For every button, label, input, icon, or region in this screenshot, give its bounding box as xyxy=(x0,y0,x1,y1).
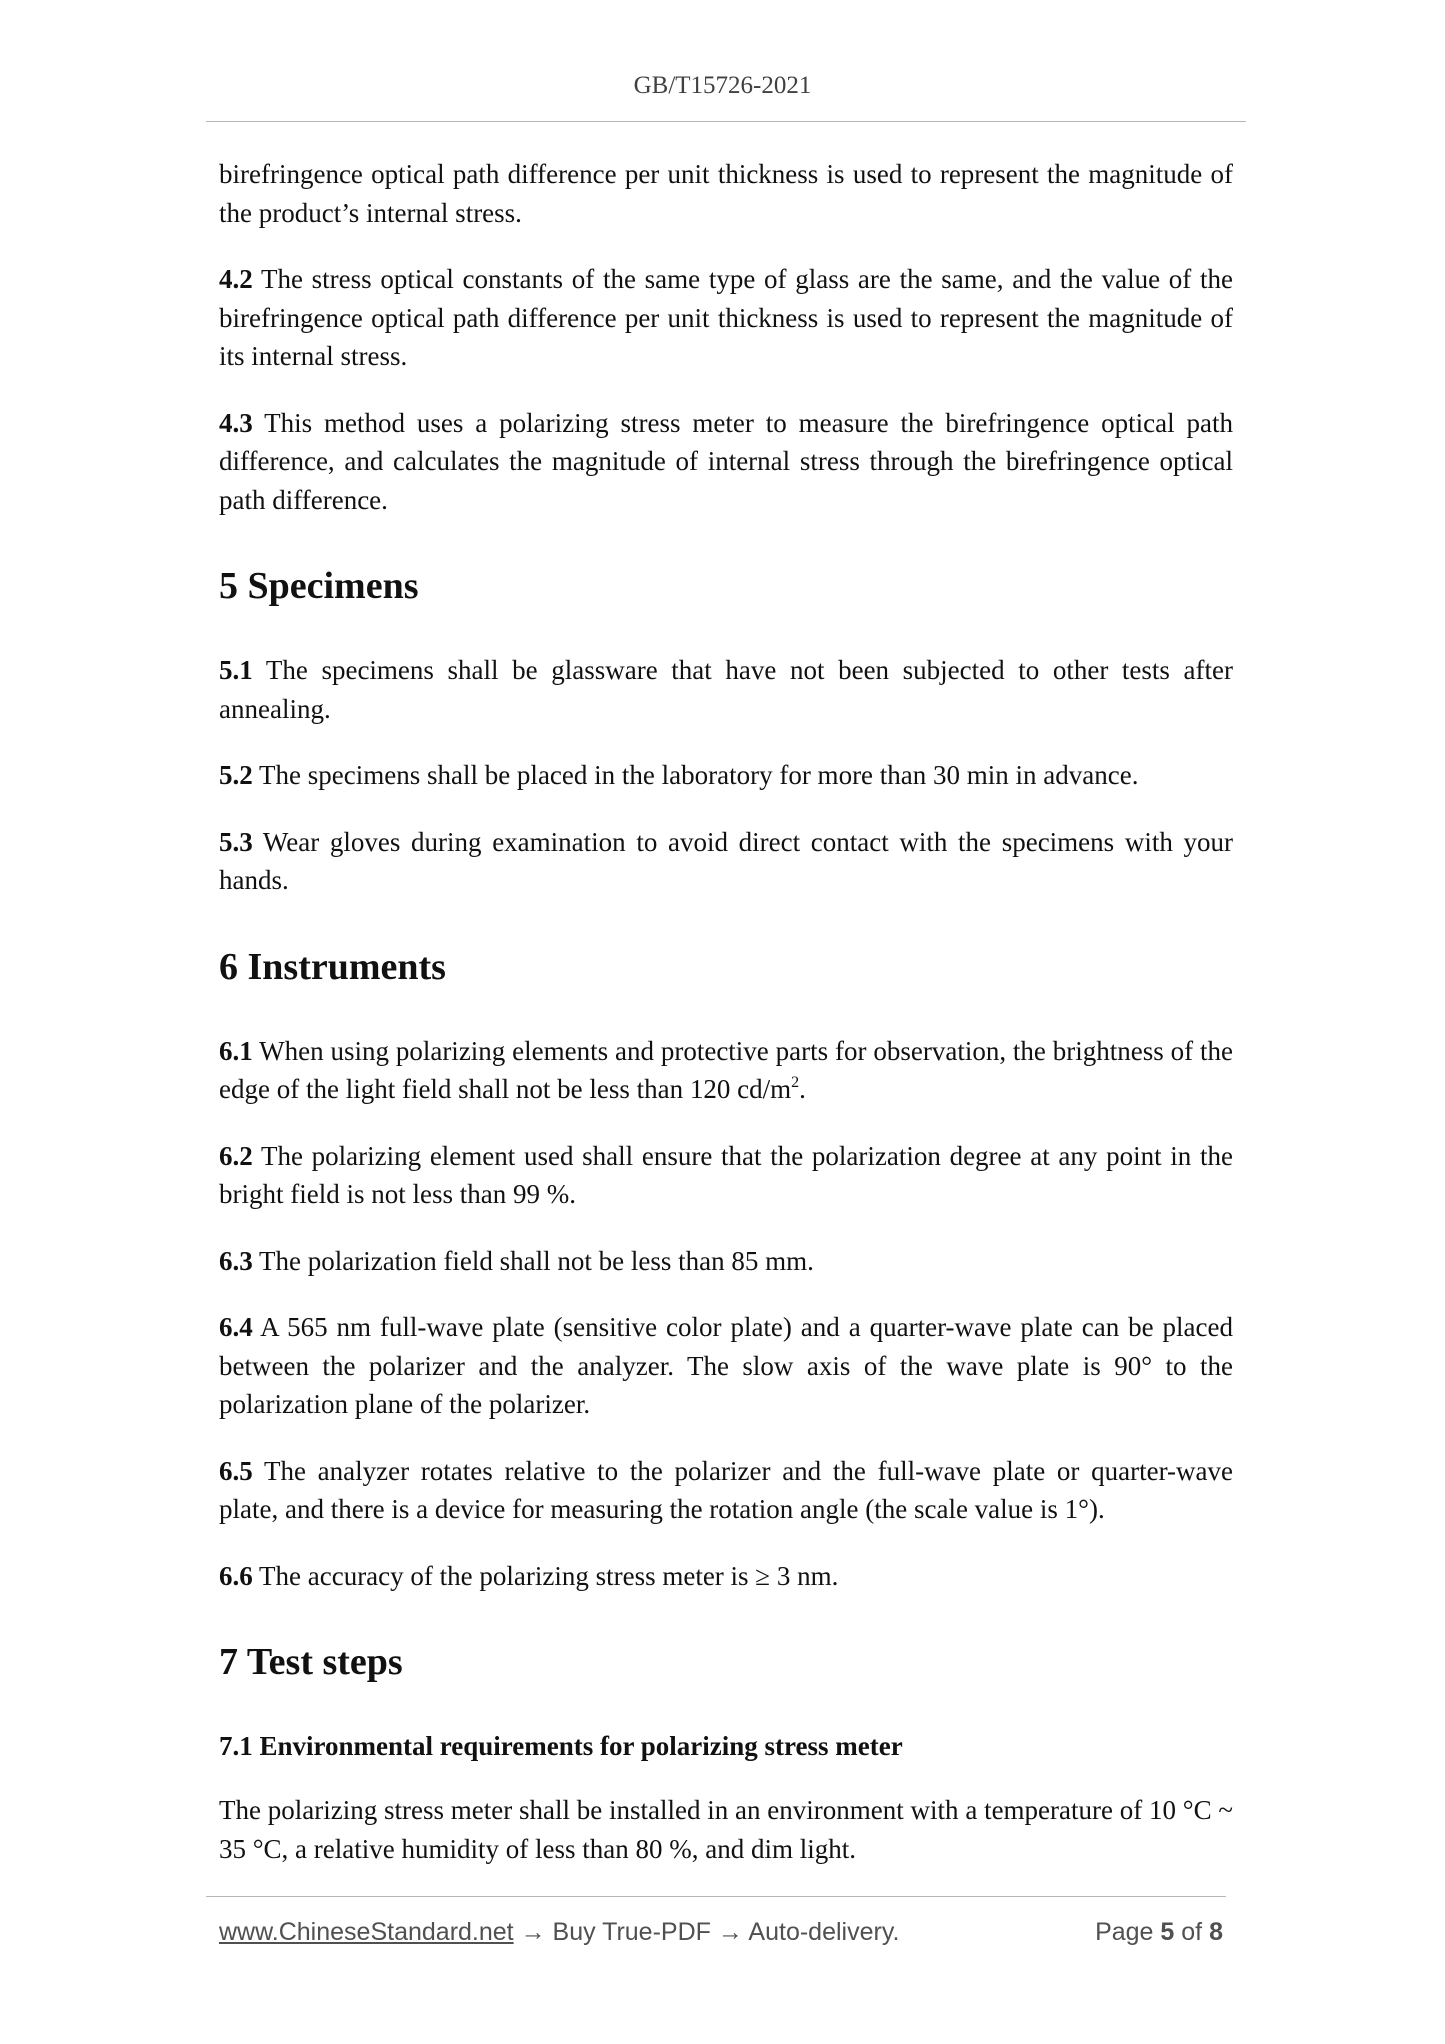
total-pages-number: 8 xyxy=(1209,1918,1223,1946)
subsection-heading-7-1: 7.1 Environmental requirements for polarizing stress meter xyxy=(219,1731,903,1761)
page-label: Page xyxy=(1095,1918,1154,1946)
paragraph-7-1: The polarizing stress meter shall be installed in an environment with a temperature of 10 °C ~ 35 °C, a relative humidity of less than 80 %, and dim light. xyxy=(219,1795,1233,1864)
clause-6-4: 6.4 A 565 nm full-wave plate (sensitive color plate) and a quarter-wave plate can be placed between the polarizer and the analyzer. The slow axis of the wave plate is 90° to the polarization plane of the polarizer. xyxy=(219,1312,1233,1419)
page-indicator xyxy=(1095,1918,1223,1947)
of-label: of xyxy=(1181,1918,1203,1946)
page-header xyxy=(0,72,1445,100)
clause-5-1: 5.1 The specimens shall be glassware that have not been subjected to other tests after annealing. xyxy=(219,655,1233,724)
document-code: GB/T15726-2021 xyxy=(633,72,812,99)
clause-6-2: 6.2 The polarizing element used shall ensure that the polarization degree at any point in the bright field is not less than 99 %. xyxy=(219,1140,1233,1209)
section-heading-instruments: 6 Instruments xyxy=(219,945,446,988)
current-page-number: 5 xyxy=(1160,1918,1175,1946)
clause-6-6: 6.6 The accuracy of the polarizing stress meter is ≥ 3 nm. xyxy=(219,1560,839,1591)
clause-4-3: 4.3 This method uses a polarizing stress meter to measure the birefringence optical path difference, and calculates the magnitude of internal stress through the birefringence optical path difference. xyxy=(219,407,1233,515)
section-heading-specimens: 5 Specimens xyxy=(219,565,419,607)
clause-5-3: 5.3 Wear gloves during examination to avoid direct contact with the specimens with your hands. xyxy=(219,826,1233,895)
clause-4-2: 4.2 The stress optical constants of the same type of glass are the same, and the value of the birefringence optical path difference per unit thickness is used to represent the magnitude of its internal stress. xyxy=(219,264,1233,371)
arrow-icon: → xyxy=(513,1918,553,1946)
clause-5-2: 5.2 The specimens shall be placed in the laboratory for more than 30 min in advance. xyxy=(219,760,1139,790)
clause-6-3: 6.3 The polarization field shall not be less than 85 mm. xyxy=(219,1245,814,1276)
buy-pdf-text: Buy True-PDF xyxy=(552,1918,711,1946)
page-footer xyxy=(219,1918,1233,1947)
arrow-icon: → xyxy=(710,1918,749,1946)
section-heading-test-steps: 7 Test steps xyxy=(219,1641,403,1683)
document-body xyxy=(219,155,1233,1896)
clause-6-5: 6.5 The analyzer rotates relative to the polarizer and the full-wave plate or quarter-wave plate, and there is a device for measuring the rotation angle (the scale value is 1°). xyxy=(219,1455,1233,1524)
website-link[interactable]: www.ChineseStandard.net xyxy=(219,1918,514,1946)
paragraph-4-1-continued: birefringence optical path difference per unit thickness is used to represent the magnitude of the product’s internal stress. xyxy=(219,159,1233,228)
header-divider xyxy=(206,121,1246,122)
auto-delivery-text: Auto-delivery. xyxy=(748,1918,900,1946)
clause-6-1: 6.1 When using polarizing elements and protective parts for observation, the brightness of the edge of the light field shall not be less than 120 $cd/m^2$. xyxy=(219,1035,1233,1104)
footer-divider xyxy=(206,1896,1226,1897)
